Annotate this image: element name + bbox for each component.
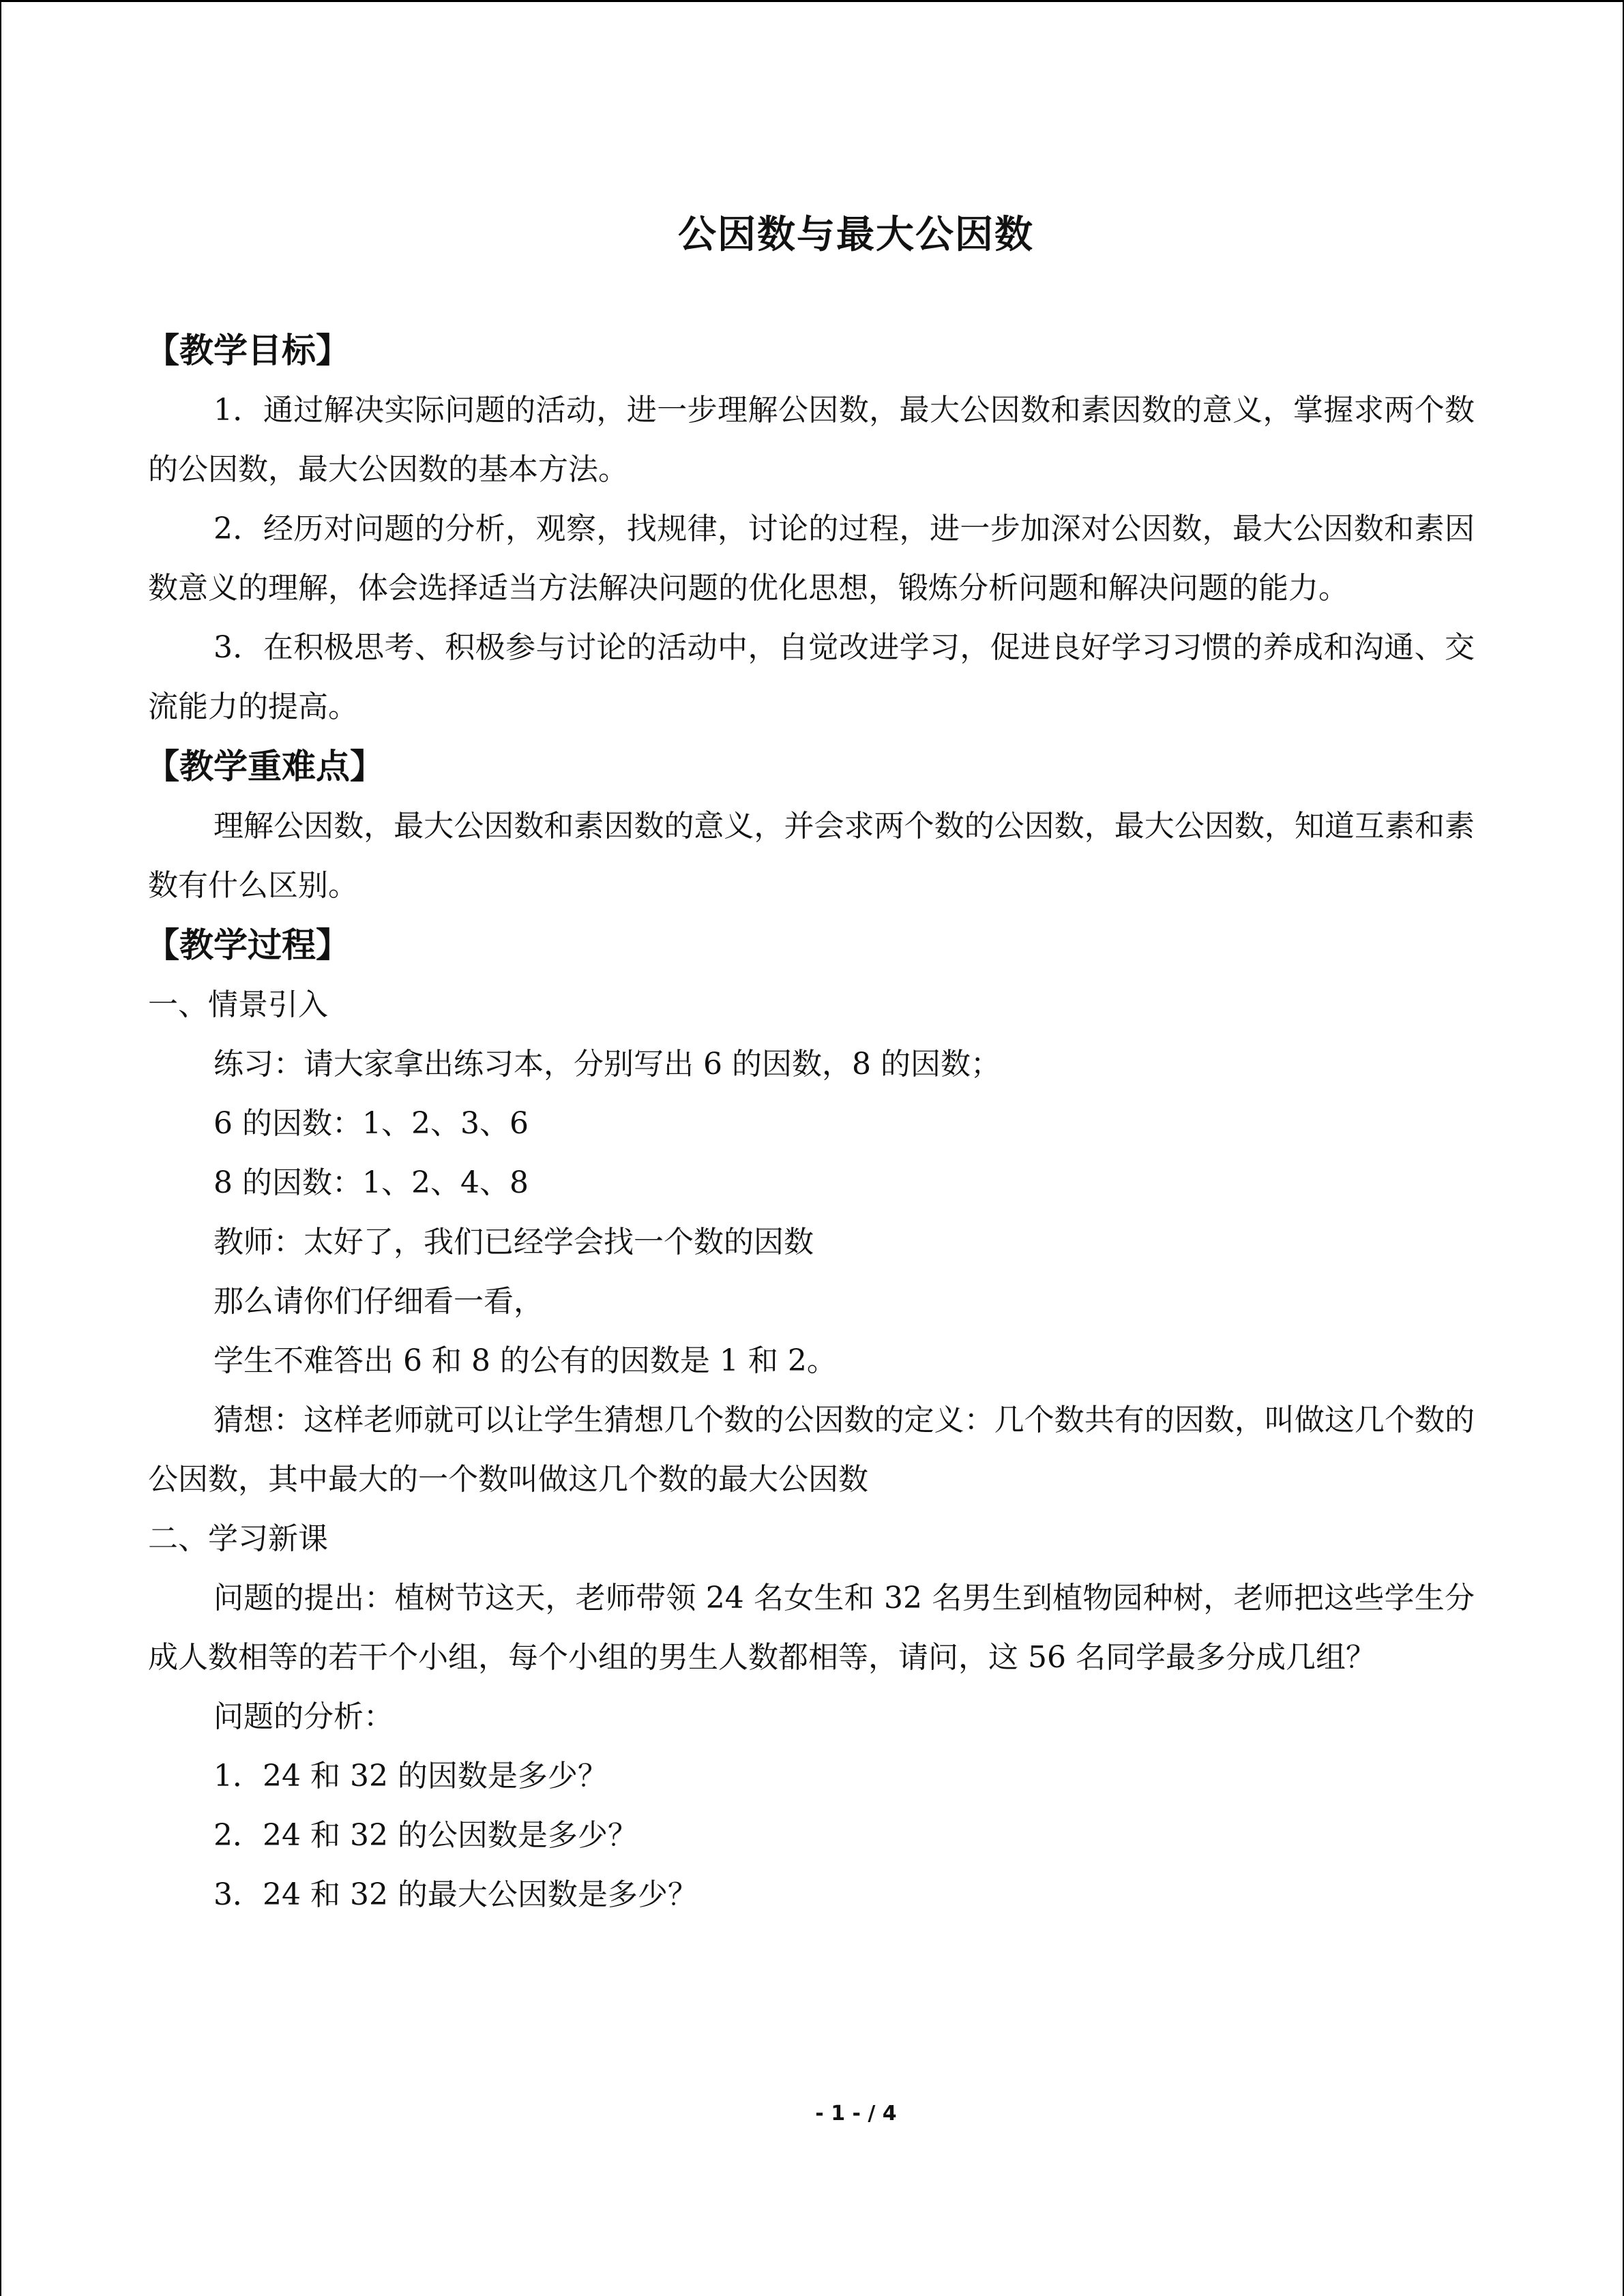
section-title: 一、情景引入	[148, 987, 328, 1022]
guess-paragraph: 猜想：这样老师就可以让学生猜想几个数的公因数的定义：几个数共有的因数，叫做这几个数的公因数，其中最大的一个数叫做这几个数的最大公因数	[148, 1403, 1475, 1497]
question-item: 3．24 和 32 的最大公因数是多少？	[213, 1877, 698, 1912]
page-number: - 1 - / 4	[815, 2102, 897, 2126]
objectives-heading: 【教学目标】	[145, 331, 350, 370]
question-item: 2．24 和 32 的公因数是多少？	[213, 1818, 638, 1853]
process-line: 练习：请大家拿出练习本，分别写出 6 的因数，8 的因数；	[213, 1047, 1001, 1082]
keypoints-text: 理解公因数，最大公因数和素因数的意义，并会求两个数的公因数，最大公因数，知道互素和素数有什么区别。	[148, 809, 1475, 903]
process-line: 教师：太好了，我们已经学会找一个数的因数	[213, 1225, 814, 1259]
problem-paragraph: 问题的提出：植树节这天，老师带领 24 名女生和 32 名男生到植物园种树，老师把这些学生分成人数相等的若干个小组，每个小组的男生人数都相等，请问，这 56 名同学最多分成几组？	[148, 1581, 1475, 1675]
objective-item: 2．经历对问题的分析，观察，找规律，讨论的过程，进一步加深对公因数，最大公因数和素因数意义的理解，体会选择适当方法解决问题的优化思想，锻炼分析问题和解决问题的能力。	[148, 511, 1475, 606]
process-line: 学生不难答出 6 和 8 的公有的因数是 1 和 2。	[213, 1343, 837, 1378]
objective-item: 1．通过解决实际问题的活动，进一步理解公因数，最大公因数和素因数的意义，掌握求两个数的公因数，最大公因数的基本方法。	[148, 393, 1475, 487]
question-item: 1．24 和 32 的因数是多少？	[213, 1759, 608, 1793]
keypoints-heading: 【教学重难点】	[145, 747, 384, 786]
process-heading: 【教学过程】	[145, 925, 350, 965]
process-line: 8 的因数：1、2、4、8	[213, 1165, 529, 1200]
objective-item: 3．在积极思考、积极参与讨论的活动中，自觉改进学习，促进良好学习习惯的养成和沟通、交流能力的提高。	[148, 630, 1475, 724]
section-title: 二、学习新课	[148, 1521, 328, 1556]
process-line: 6 的因数：1、2、3、6	[213, 1106, 529, 1141]
document-body	[145, 320, 1475, 1924]
process-line: 那么请你们仔细看一看，	[213, 1284, 544, 1319]
document-title: 公因数与最大公因数	[678, 213, 1034, 257]
analysis-label: 问题的分析：	[213, 1699, 394, 1734]
